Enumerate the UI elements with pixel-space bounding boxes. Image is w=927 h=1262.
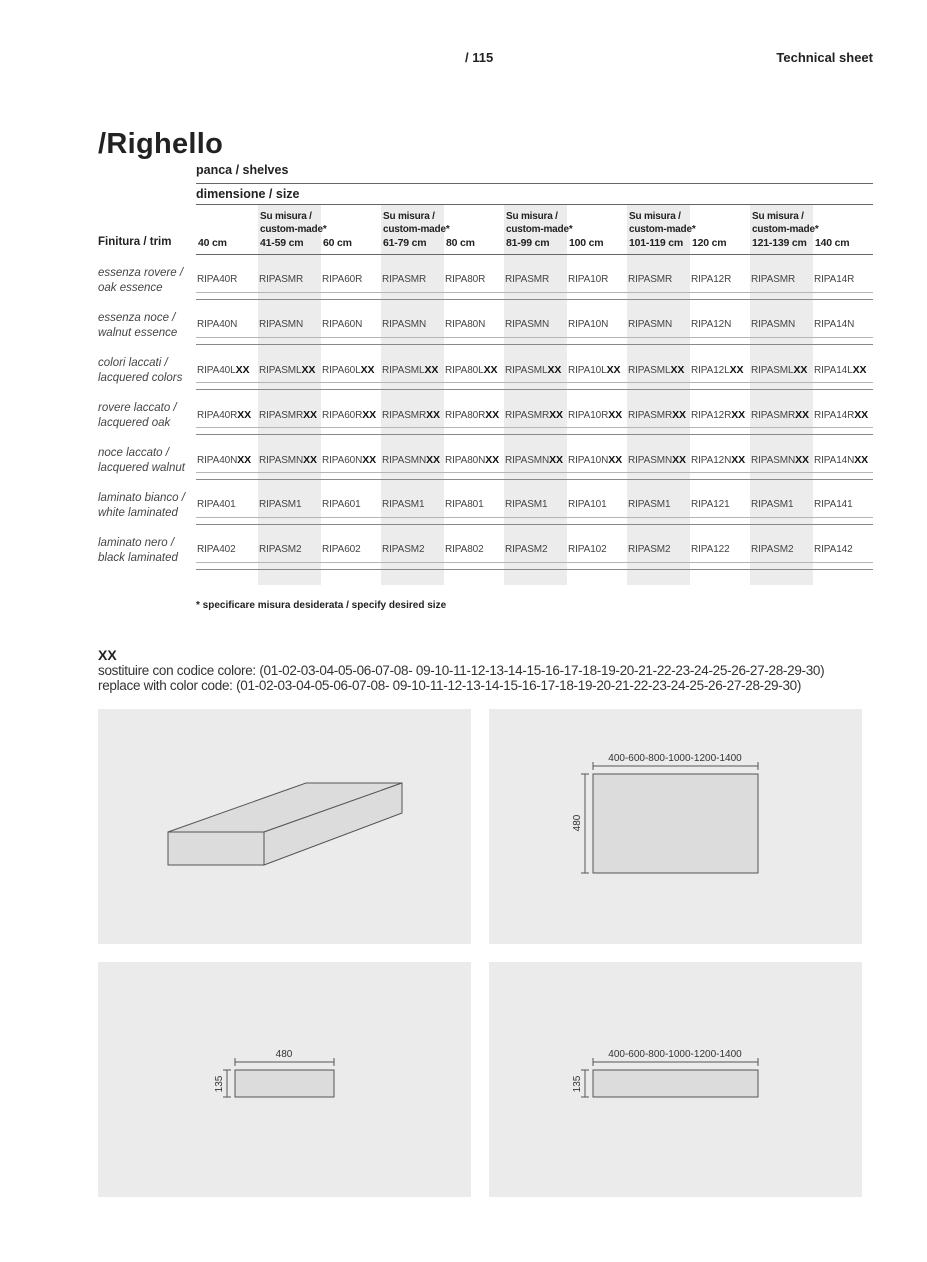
product-code: RIPASMR [751,274,796,285]
product-code-cell [382,544,424,555]
row-divider [196,524,873,525]
column-header-size: 41-59 cm [260,237,304,249]
product-code: RIPA12R [691,274,732,285]
row-label-finish: laminato bianco / [98,492,185,504]
product-code: RIPA12N [691,455,732,466]
row-label-finish: lacquered walnut [98,462,185,474]
color-code-placeholder: XX [424,364,439,376]
row-label-finish: white laminated [98,507,178,519]
product-code-cell [814,499,853,510]
product-code: RIPASMR [259,410,304,421]
product-code-cell [505,544,547,555]
row-divider [196,479,873,480]
product-code: RIPA10R [568,410,609,421]
row-label-finish: essenza noce / [98,312,176,324]
product-code-cell [382,499,424,510]
product-code: RIPA402 [197,544,236,555]
color-code-placeholder: XX [854,409,869,421]
color-code-placeholder: XX [731,409,746,421]
product-code-cell [505,499,547,510]
product-code: RIPASMN [505,319,550,330]
product-code: RIPASMN [751,319,796,330]
isometric-drawing-panel [98,709,471,944]
product-code: RIPA802 [445,544,484,555]
product-code: RIPASMN [628,319,673,330]
product-code: RIPA12N [691,319,732,330]
product-code-cell [197,499,236,510]
side-height-dimension: 135 [214,1075,225,1093]
column-header-custom: Su misura / [752,211,804,222]
product-code: RIPASMR [505,274,550,285]
color-code-placeholder: XX [360,364,375,376]
product-code-cell [445,544,484,555]
product-code-cell [751,409,809,421]
color-code-placeholder: XX [854,454,869,466]
row-label-finish: noce laccato / [98,447,169,459]
color-code-placeholder: XX [237,409,252,421]
product-code-cell [259,319,303,330]
product-code: RIPASMN [751,455,796,466]
column-header-size: 140 cm [815,237,850,249]
product-code-cell [445,364,497,376]
color-code-placeholder: XX [426,409,440,421]
color-code-placeholder: XX [670,364,685,376]
product-code: RIPASMR [505,410,550,421]
product-code-cell [197,409,251,421]
product-code: RIPA12R [691,410,732,421]
custom-size-column-shade [504,205,567,585]
table-rule [196,254,873,255]
color-code-placeholder: XX [483,364,498,376]
product-code-cell [628,274,672,285]
color-code-placeholder: XX [606,364,621,376]
product-code: RIPASMR [382,274,427,285]
product-code: RIPA80R [445,410,486,421]
color-code-placeholder: XX [235,364,250,376]
product-code-cell [751,319,795,330]
row-divider [196,337,873,338]
product-code-cell [382,409,440,421]
product-code: RIPA601 [322,499,361,510]
product-code: RIPA14N [814,319,855,330]
product-code: RIPA40N [197,455,238,466]
color-code-placeholder: XX [237,454,252,466]
product-code-cell [445,454,499,466]
product-code: RIPASM1 [751,499,794,510]
color-code-placeholder: XX [362,454,377,466]
product-code: RIPA80N [445,455,486,466]
product-code: RIPASM2 [259,544,302,555]
product-code-cell [751,544,793,555]
product-code-cell [505,319,549,330]
product-code: RIPASML [628,365,671,376]
custom-size-footnote: * specificare misura desiderata / specify desired size [196,600,447,611]
color-code-placeholder: XX [301,364,316,376]
row-divider [196,427,873,428]
size-label: dimensione / size [196,187,300,201]
color-code-placeholder: XX [549,409,563,421]
product-code-cell [628,454,686,466]
column-header-custom: custom-made* [383,224,450,235]
product-code: RIPASMN [382,455,427,466]
product-code-cell [568,544,607,555]
product-code: RIPA80R [445,274,486,285]
product-code: RIPASML [751,365,794,376]
product-code-cell [814,274,854,285]
product-code: RIPASM2 [505,544,548,555]
side-width-dimension: 480 [275,1049,293,1060]
product-code: RIPASM2 [628,544,671,555]
color-code-placeholder: XX [485,409,500,421]
top-width-dimension: 400-600-800-1000-1200-1400 [608,753,742,764]
color-code-placeholder: XX [608,454,623,466]
row-label-finish: lacquered colors [98,372,183,384]
product-code-cell [322,319,362,330]
product-code: RIPA10N [568,319,609,330]
product-code: RIPA60R [322,274,363,285]
custom-size-column-shade [258,205,321,585]
product-code: RIPA10L [568,365,607,376]
product-code: RIPASMR [751,410,796,421]
product-code-cell [322,499,361,510]
row-label-finish: laminato nero / [98,537,175,549]
color-code-placeholder: XX [608,409,623,421]
color-code-placeholder: XX [672,409,686,421]
product-code: RIPASM1 [505,499,548,510]
product-code: RIPA102 [568,544,607,555]
trim-column-header: Finitura / trim [98,236,172,248]
color-code-placeholder: XX [672,454,686,466]
product-code-cell [814,454,868,466]
column-header-size: 101-119 cm [629,237,684,249]
row-divider [196,389,873,390]
row-divider [196,434,873,435]
top-depth-dimension: 480 [572,814,583,832]
product-code-cell [322,274,362,285]
product-code: RIPA602 [322,544,361,555]
product-code: RIPA142 [814,544,853,555]
product-code-cell [568,274,608,285]
column-header-size: 60 cm [323,237,352,249]
product-code-cell [628,319,672,330]
product-code: RIPA40R [197,274,238,285]
product-code-cell [505,274,549,285]
product-code: RIPA14R [814,410,855,421]
color-code-placeholder: XX [852,364,867,376]
top-view-drawing [489,709,862,944]
product-code-cell [322,454,376,466]
product-code-cell [382,454,440,466]
product-code-cell [628,409,686,421]
custom-size-column-shade [627,205,690,585]
row-divider [196,299,873,300]
color-code-title: XX [98,647,117,663]
color-code-placeholder: XX [303,454,317,466]
product-code-cell [814,544,853,555]
product-code: RIPA60L [322,365,361,376]
product-title: /Righello [98,128,224,160]
row-label-finish: walnut essence [98,327,178,339]
color-code-placeholder: XX [731,454,746,466]
isometric-shelf-drawing [98,709,471,944]
product-code: RIPASML [505,365,548,376]
product-code-cell [691,319,731,330]
color-code-placeholder: XX [795,409,809,421]
product-code-cell [382,319,426,330]
column-header-size: 61-79 cm [383,237,427,249]
product-code-cell [259,409,317,421]
color-code-placeholder: XX [426,454,440,466]
custom-size-column-shade [381,205,444,585]
product-code: RIPASMR [382,410,427,421]
product-code-cell [259,454,317,466]
product-code-cell [691,544,730,555]
product-code-cell [259,499,301,510]
product-code: RIPASMR [628,410,673,421]
product-code: RIPASMN [382,319,427,330]
row-divider [196,562,873,563]
row-divider [196,472,873,473]
product-code-cell [568,499,607,510]
product-code: RIPA60N [322,455,363,466]
product-code-cell [691,409,745,421]
product-code: RIPASMR [259,274,304,285]
product-code: RIPA14L [814,365,853,376]
product-code-cell [628,544,670,555]
color-code-placeholder: XX [549,454,563,466]
product-code-cell [691,454,745,466]
row-label-finish: black laminated [98,552,178,564]
product-code: RIPA401 [197,499,236,510]
product-code: RIPA80N [445,319,486,330]
product-code: RIPA121 [691,499,730,510]
row-divider [196,382,873,383]
product-code: RIPA40L [197,365,236,376]
product-code-cell [197,544,236,555]
product-code: RIPASM1 [382,499,425,510]
product-code: RIPA40R [197,410,238,421]
column-header-custom: Su misura / [506,211,558,222]
column-header-size: 81-99 cm [506,237,550,249]
column-header-custom: custom-made* [752,224,819,235]
product-code: RIPASML [259,365,302,376]
product-code-cell [691,274,731,285]
color-code-line-italian: sostituire con codice colore: (01-02-03-04-05-06-07-08- 09-10-11-12-13-14-15-16-17-18-19-20-21-22-23-24-25-26-27-28-29-30) [98,663,825,678]
color-code-placeholder: XX [362,409,377,421]
color-code-placeholder: XX [793,364,808,376]
product-code: RIPASM2 [751,544,794,555]
row-divider [196,292,873,293]
row-label-finish: essenza rovere / [98,267,184,279]
front-view-drawing [489,962,862,1197]
product-code-cell [259,364,315,376]
product-code-cell [197,364,249,376]
product-code-cell [751,364,807,376]
product-code: RIPASMN [628,455,673,466]
color-code-placeholder: XX [795,454,809,466]
column-header-size: 100 cm [569,237,604,249]
product-code-cell [628,364,684,376]
product-code-cell [505,364,561,376]
product-code-cell [691,364,743,376]
product-code-cell [814,364,866,376]
product-code-cell [505,454,563,466]
row-divider [196,344,873,345]
product-code: RIPA14N [814,455,855,466]
product-code: RIPA801 [445,499,484,510]
product-code-cell [259,274,303,285]
product-code-cell [445,274,485,285]
color-code-placeholder: XX [485,454,500,466]
product-code: RIPASML [382,365,425,376]
row-label-finish: oak essence [98,282,163,294]
product-code: RIPASM1 [628,499,671,510]
product-code-cell [568,364,620,376]
color-code-placeholder: XX [729,364,744,376]
table-rule [196,183,873,184]
product-code: RIPA14R [814,274,855,285]
product-code-cell [568,409,622,421]
product-code-cell [445,409,499,421]
product-code: RIPASM1 [259,499,302,510]
front-width-dimension: 400-600-800-1000-1200-1400 [608,1049,742,1060]
product-code: RIPASMR [628,274,673,285]
product-code-cell [814,319,854,330]
color-code-line-english: replace with color code: (01-02-03-04-05-06-07-08- 09-10-11-12-13-14-15-16-17-18-19-20-21-22-23-24-25-26-27-28-29-30) [98,678,802,693]
product-code: RIPA80L [445,365,484,376]
row-divider [196,517,873,518]
product-code: RIPASM2 [382,544,425,555]
product-code: RIPA122 [691,544,730,555]
row-label-finish: lacquered oak [98,417,171,429]
product-code-cell [445,319,485,330]
category-label: panca / shelves [196,163,289,177]
row-label-finish: colori laccati / [98,357,168,369]
product-code: RIPA10N [568,455,609,466]
row-label-finish: rovere laccato / [98,402,177,414]
column-header-custom: Su misura / [260,211,312,222]
row-divider [196,569,873,570]
column-header-size: 40 cm [198,237,227,249]
column-header-custom: custom-made* [629,224,696,235]
product-code-cell [322,544,361,555]
front-height-dimension: 135 [572,1075,583,1093]
product-code-cell [568,454,622,466]
product-code: RIPA141 [814,499,853,510]
product-code-cell [322,409,376,421]
product-code: RIPA12L [691,365,730,376]
product-code-cell [259,544,301,555]
column-header-size: 120 cm [692,237,727,249]
product-code: RIPASMN [505,455,550,466]
column-header-custom: custom-made* [506,224,573,235]
product-code: RIPA60R [322,410,363,421]
product-code-cell [691,499,730,510]
section-title: Technical sheet [776,50,873,65]
product-code: RIPA10R [568,274,609,285]
color-code-placeholder: XX [303,409,317,421]
side-view-panel [98,962,471,1197]
product-code-cell [751,499,793,510]
product-code-cell [322,364,374,376]
product-code-cell [197,274,237,285]
product-code-cell [445,499,484,510]
product-code-cell [197,319,237,330]
product-code-cell [382,364,438,376]
product-code: RIPA40N [197,319,238,330]
product-code: RIPASMN [259,319,304,330]
column-header-size: 80 cm [446,237,475,249]
color-code-placeholder: XX [547,364,562,376]
column-header-size: 121-139 cm [752,237,807,249]
column-header-custom: Su misura / [629,211,681,222]
product-code-cell [751,454,809,466]
product-code: RIPASMN [259,455,304,466]
product-code-cell [382,274,426,285]
product-code: RIPA60N [322,319,363,330]
product-code-cell [814,409,868,421]
top-view-panel [489,709,862,944]
product-code-cell [751,274,795,285]
page-number: / 115 [465,50,494,65]
product-code-cell [568,319,608,330]
product-code-cell [505,409,563,421]
product-code: RIPA101 [568,499,607,510]
front-view-panel [489,962,862,1197]
product-code-cell [628,499,670,510]
column-header-custom: custom-made* [260,224,327,235]
side-view-drawing [98,962,471,1197]
product-code-cell [197,454,251,466]
custom-size-column-shade [750,205,813,585]
column-header-custom: Su misura / [383,211,435,222]
